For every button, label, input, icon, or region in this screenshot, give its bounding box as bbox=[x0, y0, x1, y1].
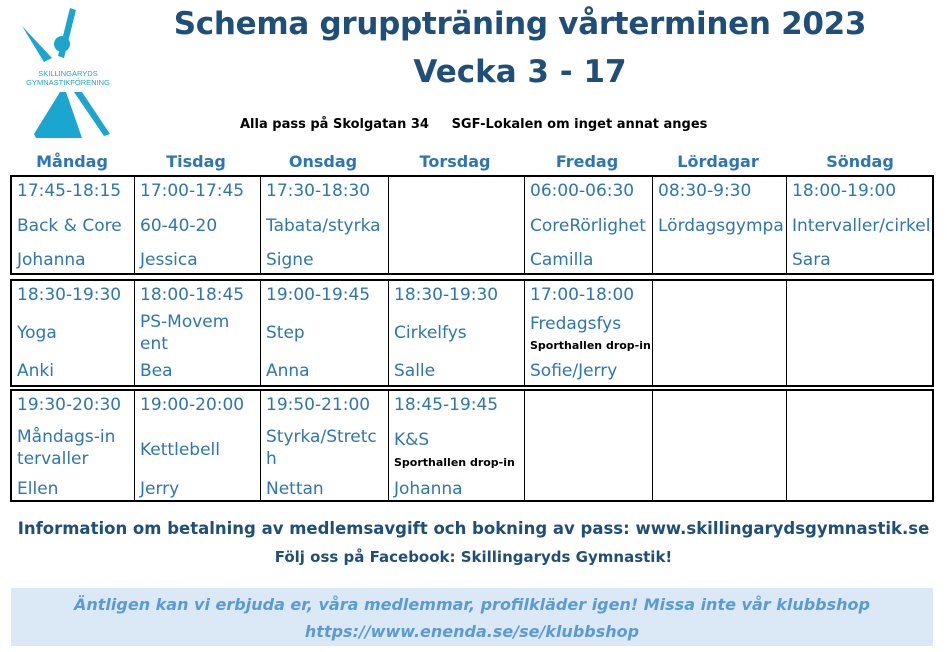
class-cell bbox=[134, 391, 260, 500]
location-note: Alla pass på Skolgatan 34 SGF-Lokalen om inget annat anges bbox=[240, 117, 708, 132]
class-instructor: Ellen bbox=[17, 479, 59, 499]
empty-cell bbox=[786, 281, 932, 385]
class-time: 19:30-20:30 bbox=[17, 395, 122, 415]
schedule-row-3 bbox=[10, 389, 934, 502]
svg-text:SKILLINGARYDS: SKILLINGARYDS bbox=[38, 69, 98, 78]
class-time: 19:50-21:00 bbox=[266, 395, 371, 415]
class-instructor: Nettan bbox=[266, 479, 324, 499]
class-cell bbox=[260, 177, 388, 273]
day-header-tuesday: Tisdag bbox=[166, 152, 226, 171]
class-cell bbox=[260, 281, 388, 385]
day-header-friday: Fredag bbox=[555, 152, 619, 171]
class-instructor: Anna bbox=[266, 361, 310, 381]
day-header-thursday: Torsdag bbox=[419, 152, 491, 171]
class-cell bbox=[12, 391, 134, 500]
class-time: 17:00-18:00 bbox=[530, 285, 635, 305]
empty-cell bbox=[786, 391, 932, 500]
class-activity: Tabata/styrka bbox=[266, 216, 381, 236]
class-cell bbox=[524, 281, 652, 385]
class-instructor: Sofie/Jerry bbox=[530, 361, 618, 381]
class-activity: Lördagsgympa bbox=[658, 216, 784, 236]
schedule-row-1 bbox=[10, 175, 934, 275]
day-header-wednesday: Onsdag bbox=[288, 152, 358, 171]
empty-cell bbox=[652, 391, 786, 500]
class-time: 18:00-18:45 bbox=[140, 285, 245, 305]
day-header-sunday: Söndag bbox=[826, 152, 894, 171]
class-cell bbox=[786, 177, 932, 273]
class-instructor: Anki bbox=[17, 361, 54, 381]
empty-cell bbox=[524, 391, 652, 500]
class-time: 17:30-18:30 bbox=[266, 181, 371, 201]
class-cell bbox=[260, 391, 388, 500]
class-activity: CoreRörlighet bbox=[530, 216, 646, 236]
class-activity: Styrka/Stretch bbox=[266, 427, 377, 469]
gymnast-logo-icon bbox=[14, 6, 122, 138]
class-time: 19:00-19:45 bbox=[266, 285, 371, 305]
class-time: 18:30-19:30 bbox=[17, 285, 122, 305]
class-time: 08:30-9:30 bbox=[658, 181, 752, 201]
location-note: Sporthallen drop-in bbox=[530, 339, 651, 352]
location-note: Sporthallen drop-in bbox=[394, 456, 515, 469]
class-cell bbox=[134, 281, 260, 385]
class-time: 18:30-19:30 bbox=[394, 285, 499, 305]
klubbshop-link[interactable]: https://www.enenda.se/se/klubbshop bbox=[304, 622, 640, 641]
class-activity: Intervaller/cirkel bbox=[792, 216, 931, 236]
class-cell bbox=[652, 177, 786, 273]
class-instructor: Johanna bbox=[17, 250, 86, 270]
schedule-row-2 bbox=[10, 279, 934, 387]
class-time: 19:00-20:00 bbox=[140, 395, 245, 415]
class-time: 17:00-17:45 bbox=[140, 181, 245, 201]
week-range: Vecka 3 - 17 bbox=[413, 54, 627, 90]
class-instructor: Bea bbox=[140, 361, 173, 381]
class-cell bbox=[388, 281, 524, 385]
klubbshop-banner bbox=[11, 588, 933, 646]
day-header-saturday: Lördagar bbox=[677, 152, 759, 171]
class-activity: Step bbox=[266, 323, 305, 343]
class-time: 18:00-19:00 bbox=[792, 181, 897, 201]
class-instructor: Camilla bbox=[530, 250, 594, 270]
class-activity: 60-40-20 bbox=[140, 216, 218, 236]
class-activity: PS-Movement bbox=[140, 312, 230, 354]
class-cell bbox=[524, 177, 652, 273]
class-activity: Back & Core bbox=[17, 216, 122, 236]
svg-text:GYMNASTIKFÖRENING: GYMNASTIKFÖRENING bbox=[26, 78, 110, 87]
club-logo bbox=[14, 6, 122, 138]
payment-info: Information om betalning av medlemsavgift och bokning av pass: www.skillingarydsgymnastik.se bbox=[17, 519, 930, 538]
class-instructor: Jessica bbox=[140, 250, 198, 270]
class-instructor: Johanna bbox=[394, 479, 463, 499]
empty-cell bbox=[388, 177, 524, 273]
klubbshop-text: Äntligen kan vi erbjuda er, våra medlemmar, profilkläder igen! Missa inte vår klubbshop bbox=[74, 595, 870, 614]
facebook-info: Följ oss på Facebook: Skillingaryds Gymnastik! bbox=[274, 548, 673, 566]
class-activity: Cirkelfys bbox=[394, 323, 467, 343]
day-header-monday: Måndag bbox=[36, 152, 108, 171]
page-title: Schema gruppträning vårterminen 2023 bbox=[173, 6, 867, 42]
class-instructor: Signe bbox=[266, 250, 314, 270]
class-activity: K&S bbox=[394, 430, 430, 450]
class-cell bbox=[134, 177, 260, 273]
empty-cell bbox=[652, 281, 786, 385]
class-activity: Måndags-intervaller bbox=[17, 427, 116, 469]
class-activity: Kettlebell bbox=[140, 440, 220, 460]
class-activity: Fredagsfys bbox=[530, 314, 622, 334]
class-time: 17:45-18:15 bbox=[17, 181, 122, 201]
class-cell bbox=[12, 177, 134, 273]
class-cell bbox=[388, 391, 524, 500]
class-instructor: Salle bbox=[394, 361, 436, 381]
class-activity: Yoga bbox=[17, 323, 57, 343]
class-cell bbox=[12, 281, 134, 385]
class-time: 06:00-06:30 bbox=[530, 181, 635, 201]
class-time: 18:45-19:45 bbox=[394, 395, 499, 415]
class-instructor: Jerry bbox=[140, 479, 180, 499]
class-instructor: Sara bbox=[792, 250, 831, 270]
